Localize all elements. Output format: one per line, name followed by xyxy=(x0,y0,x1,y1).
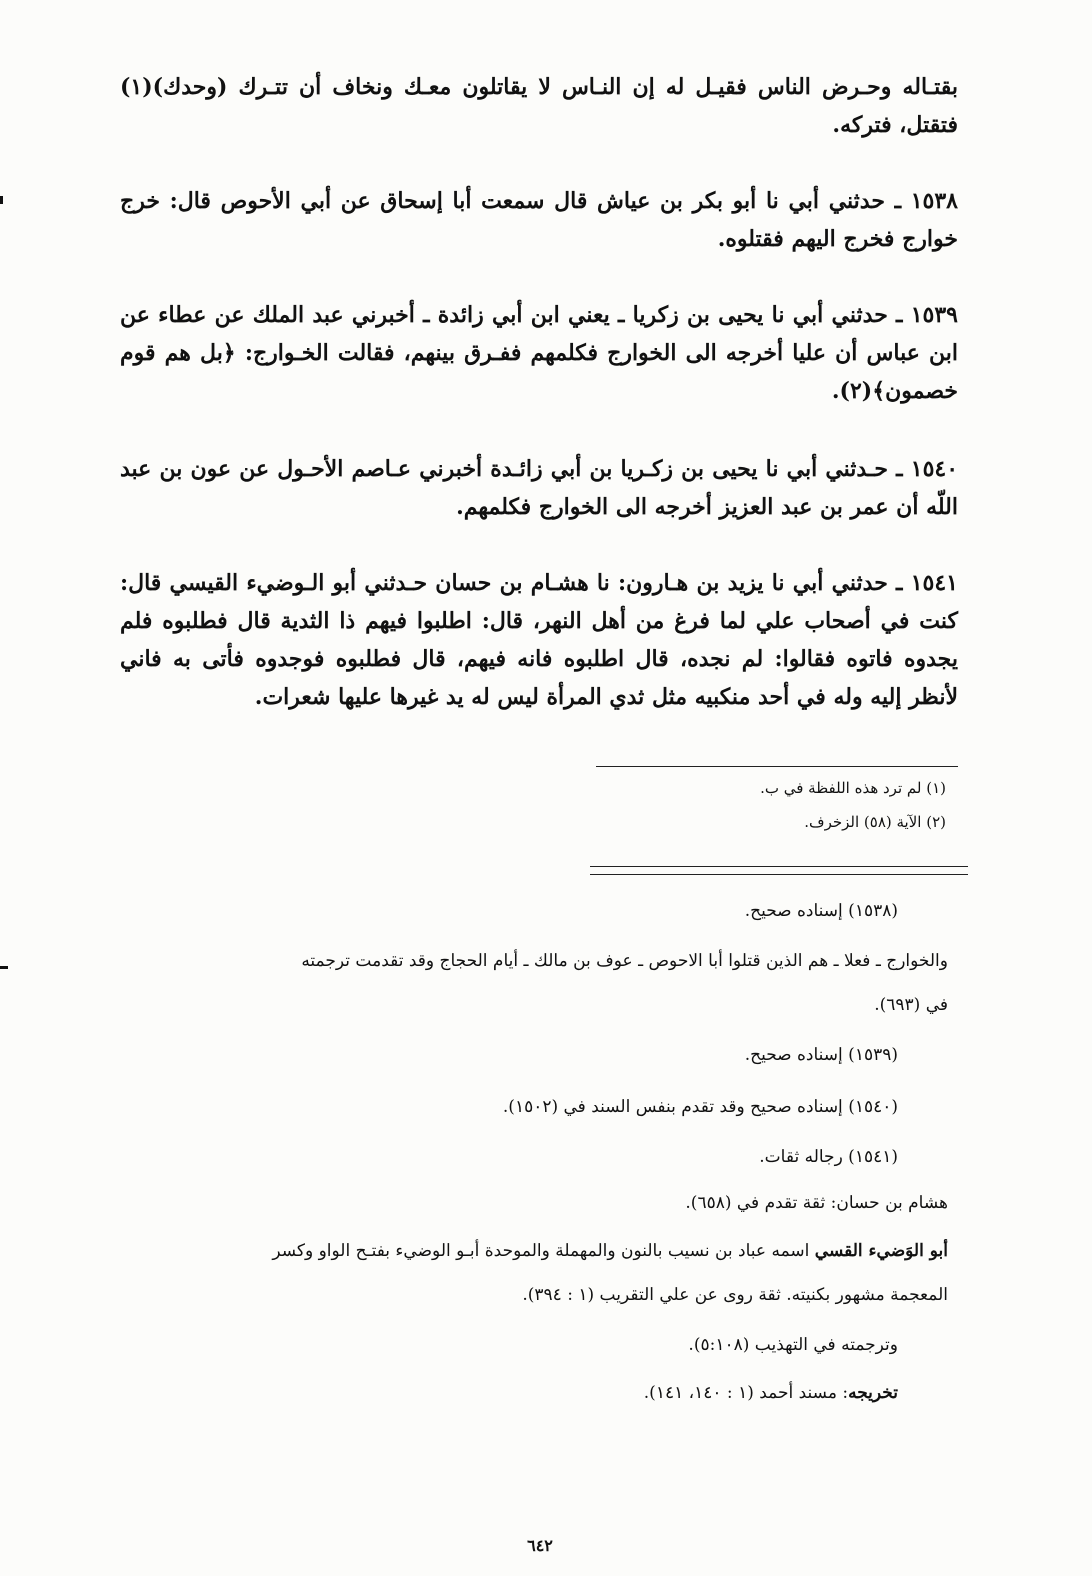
paragraph-continuation: بقتـاله وحـرض الناس فقيـل له إن النـاس لا يقاتلون معـك ونخاف أن تتـرك (وحدك)(١) فتقتل، فتركه. xyxy=(120,74,958,138)
commentary-abu-wadi xyxy=(110,1236,948,1266)
commentary-takhrij xyxy=(110,1378,898,1408)
commentary-rule-bottom xyxy=(590,874,968,875)
takhrij-label: تخريجه xyxy=(848,1383,898,1403)
page-number: ٦٤٢ xyxy=(527,1536,553,1555)
commentary-1541: (١٥٤١) رجاله ثقات. xyxy=(759,1147,898,1167)
hadith-1541: ١٥٤١ ـ حدثني أبي نا يزيد بن هـارون: نا هشـام بن حسان حـدثني أبو الـوضيء القيسي قال: كنت في أصحاب علي لما فرغ من أهل النهر، قال: اطلبوا فيهم ذا الثدية قال فطلبوه فلم يجدوه فاتوه فقالوا: لم نجده، قال اطلبوه فانه فيهم، قال فطلبوه فوجدوه فأتى به فاني لأنظر إليه وله في أحد منكبيه مثل ثدي المرأة ليس له يد غيرها عليها شعرات. xyxy=(120,570,958,710)
commentary-1539: (١٥٣٩) إسناده صحيح. xyxy=(744,1045,898,1065)
commentary-khawarij-cont: في (٦٩٣). xyxy=(874,995,948,1015)
commentary-abu-wadi-cont: المعجمة مشهور بكنيته. ثقة روى عن علي التقريب (١ : ٣٩٤). xyxy=(522,1285,948,1305)
footnote-rule xyxy=(596,766,958,767)
commentary-rule-top xyxy=(590,866,968,867)
commentary-tahdhib: وترجمته في التهذيب (٥:١٠٨). xyxy=(688,1335,898,1355)
hadith-1540: ١٥٤٠ ـ حـدثني أبي نا يحيى بن زكـريا بن أبي زائـدة أخبرني عـاصم الأحـول عن عون بن عبد اللّه أن عمر بن عبد العزيز أخرجه الى الخوارج فكلمهم. xyxy=(120,456,959,520)
footnote-2: (٢) الآية (٥٨) الزخرف. xyxy=(804,813,946,831)
hadith-1539: ١٥٣٩ ـ حدثني أبي نا يحيى بن زكريا ـ يعني ابن أبي زائدة ـ أخبرني عبد الملك عن عطاء عن ابن عباس أن عليا أخرجه الى الخوارج فكلمهم ففـرق بينهم، فقالت الخـوارج: ﴿بل هم قوم خصمون﴾(٢). xyxy=(120,302,958,404)
commentary-hisham: هشام بن حسان: ثقة تقدم في (٦٥٨). xyxy=(685,1193,948,1213)
narrator-name: أبو الوَضيء القسي xyxy=(814,1241,948,1261)
footnote-1: (١) لم ترد هذه اللفظة في ب. xyxy=(760,779,946,797)
scan-edge-mark xyxy=(0,196,3,204)
narrator-description: اسمه عباد بن نسيب بالنون والمهملة والموحدة أبـو الوضيء بفتـح الواو وكسر xyxy=(272,1241,815,1261)
takhrij-source: : مسند أحمد (١ : ١٤٠، ١٤١). xyxy=(643,1383,849,1403)
commentary-khawarij: والخوارج ـ فعلا ـ هم الذين قتلوا أبا الاحوص ـ عوف بن مالك ـ أيام الحجاج وقد تقدمت ترجمته xyxy=(301,951,948,971)
commentary-1540: (١٥٤٠) إسناده صحيح وقد تقدم بنفس السند في (١٥٠٢). xyxy=(502,1097,898,1117)
commentary-1538: (١٥٣٨) إسناده صحيح. xyxy=(744,901,898,921)
scan-edge-mark xyxy=(0,966,8,969)
hadith-1538: ١٥٣٨ ـ حدثني أبي نا أبو بكر بن عياش قال سمعت أبا إسحاق عن أبي الأحوص قال: خرج خوارج فخرج اليهم فقتلوه. xyxy=(120,188,958,252)
